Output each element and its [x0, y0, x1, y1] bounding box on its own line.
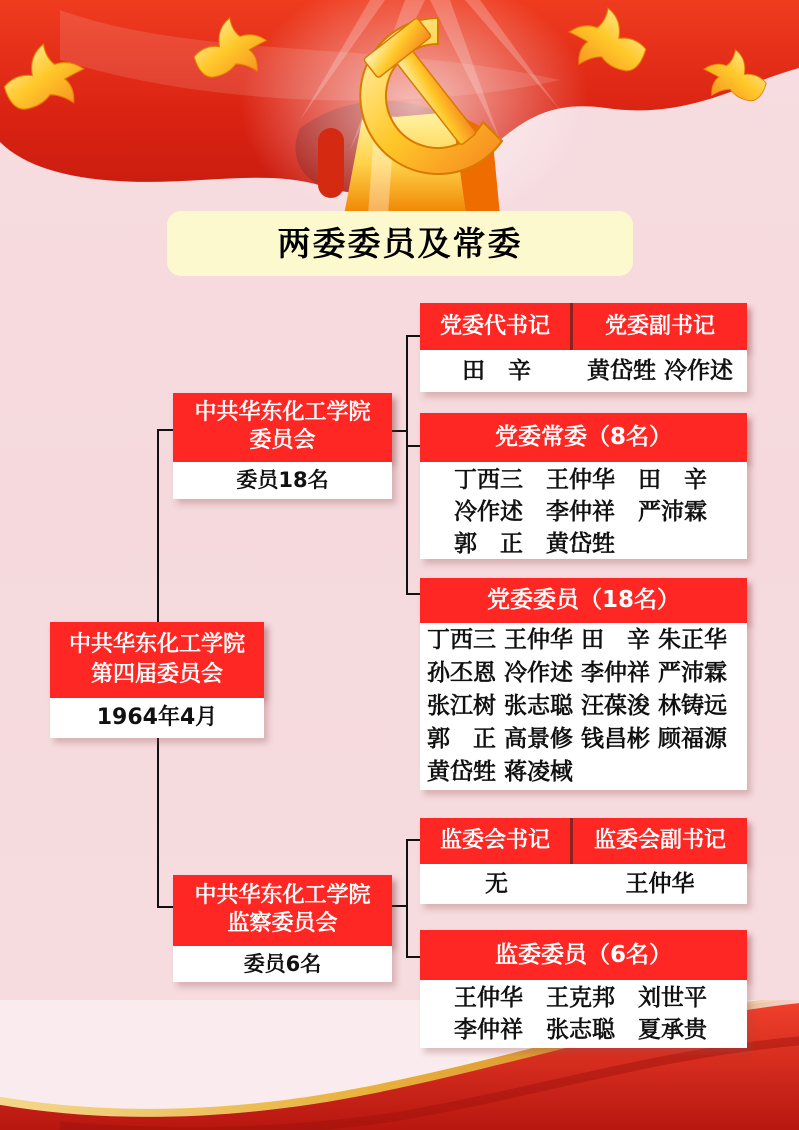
party-deputy-secretary-names: 黄岱甡 冷作述	[586, 358, 733, 384]
connector	[406, 445, 421, 447]
connector	[406, 593, 421, 595]
party-committee-name-line1: 中共华东化工学院	[194, 400, 371, 425]
party-deputy-secretary-header: 党委副书记	[573, 303, 747, 350]
name-row: 王仲华 王克邦 刘世平	[454, 985, 707, 1011]
connector	[406, 839, 408, 958]
root-committee-box	[50, 622, 264, 698]
name-row: 黄岱甡 蒋凌棫	[427, 759, 574, 785]
party-secretary-headers	[420, 303, 747, 350]
connector	[392, 905, 408, 907]
supervisory-members-header: 监委委员（6名）	[420, 930, 747, 980]
name-row: 孙丕恩 冷作述 李仲祥 严沛霖	[427, 660, 728, 686]
supervisory-secretary-headers	[420, 818, 747, 864]
connector	[406, 335, 408, 595]
party-acting-secretary-header: 党委代书记	[420, 303, 573, 350]
root-committee-name-line1: 中共华东化工学院	[68, 632, 245, 657]
supervisory-committee-box	[173, 875, 392, 946]
name-row: 冷作述 李仲祥 严沛霖	[454, 499, 707, 525]
connector	[406, 839, 421, 841]
party-acting-secretary-name: 田 辛	[462, 358, 531, 384]
page-title: 两委委员及常委	[167, 211, 633, 276]
name-row: 张江树 张志聪 汪葆浚 林铸远	[427, 693, 728, 719]
name-row: 丁西三 王仲华 田 辛	[454, 467, 707, 493]
connector	[157, 906, 174, 908]
connector	[392, 430, 408, 432]
party-standing-names	[420, 462, 747, 559]
supervisory-secretary-name: 无	[485, 871, 508, 897]
top-banner	[0, 0, 799, 215]
party-secretary-values	[420, 350, 747, 392]
supervisory-committee-name-line1: 中共华东化工学院	[194, 883, 371, 908]
name-row: 李仲祥 张志聪 夏承贵	[454, 1017, 707, 1043]
party-members-header: 党委委员（18名）	[420, 578, 747, 623]
supervisory-committee-note: 委员6名	[173, 946, 392, 982]
party-standing-header: 党委常委（8名）	[420, 413, 747, 462]
supervisory-secretary-header: 监委会书记	[420, 818, 573, 864]
party-committee-name-line2: 委员会	[249, 428, 316, 453]
root-committee-date: 1964年4月	[50, 698, 264, 738]
connector	[406, 956, 421, 958]
supervisory-members-names	[420, 980, 747, 1048]
root-committee-name-line2: 第四届委员会	[90, 662, 223, 687]
connector	[157, 429, 174, 431]
supervisory-deputy-secretary-header: 监委会副书记	[573, 818, 747, 864]
name-row: 丁西三 王仲华 田 辛 朱正华	[427, 627, 728, 653]
party-committee-note: 委员18名	[173, 462, 392, 499]
connector	[406, 335, 421, 337]
supervisory-deputy-secretary-name: 王仲华	[625, 871, 695, 897]
party-members-names	[420, 623, 747, 790]
supervisory-secretary-values	[420, 864, 747, 904]
name-row: 郭 正 黄岱甡	[454, 531, 615, 557]
name-row: 郭 正 高景修 钱昌彬 顾福源	[427, 726, 728, 752]
supervisory-committee-name-line2: 监察委员会	[227, 911, 338, 936]
party-committee-box	[173, 393, 392, 462]
